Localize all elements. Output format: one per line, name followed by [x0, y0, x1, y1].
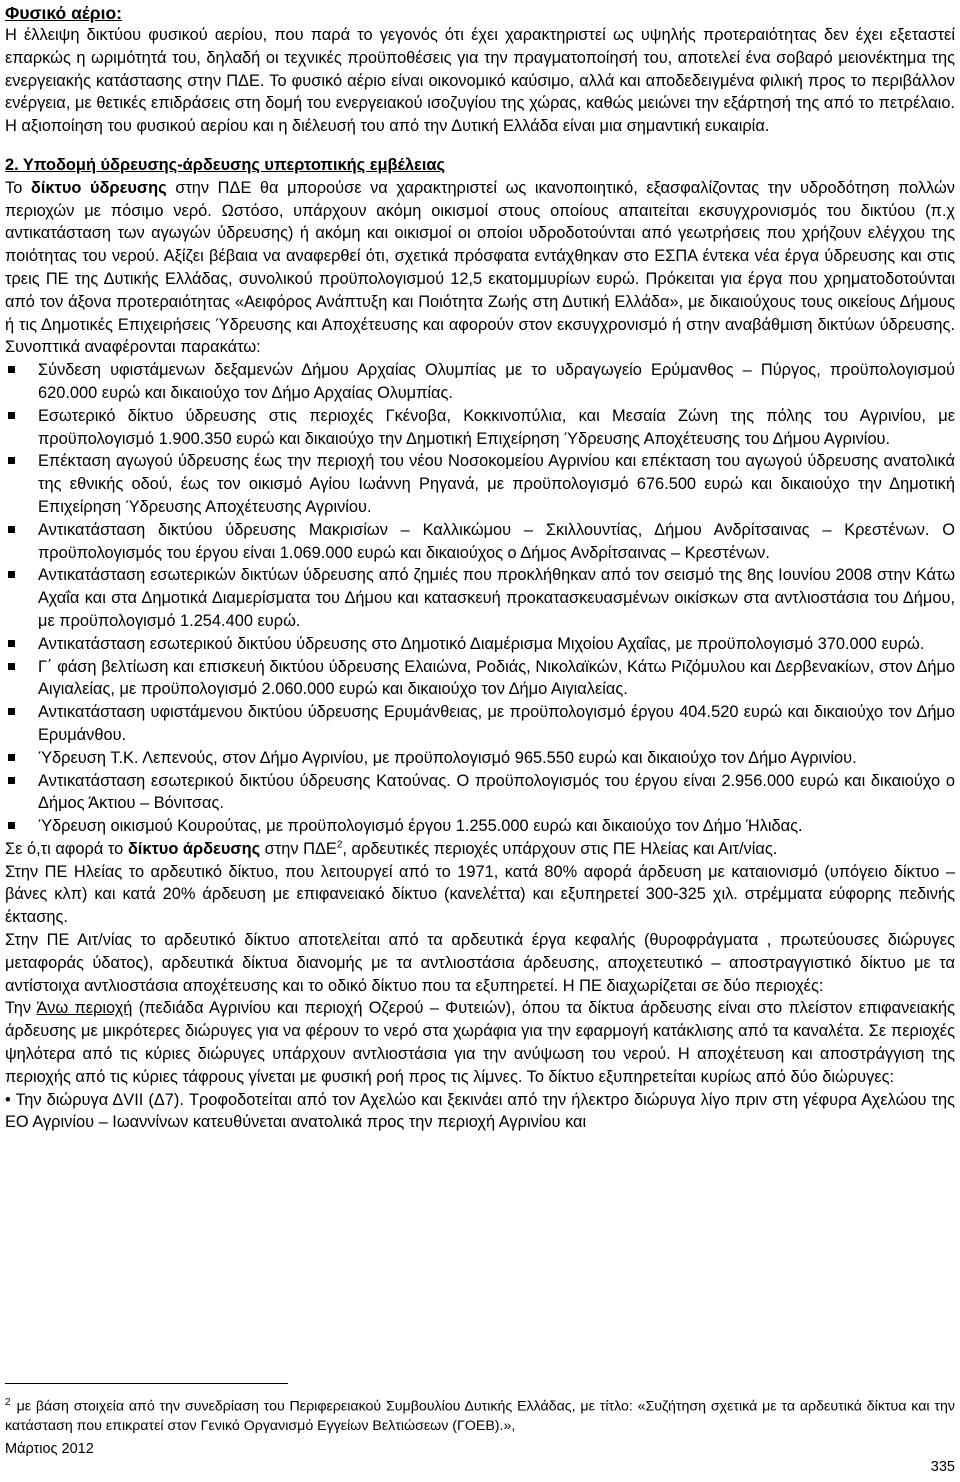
irrigation-intro	[5, 838, 955, 861]
canal-d7-item: • Την διώρυγα ΔVII (Δ7). Τροφοδοτείται από τον Αχελώο και ξεκινάει από την ήλεκτρο διώρυγα λίγο πριν στη γέφυρα Αχελώου της ΕΟ Αγρινίου – Ιωαννίνων κατευθύνεται ανατολικά προς την περιοχή Αγρινίου και	[5, 1090, 955, 1132]
section-gap	[5, 138, 955, 154]
list-item: Γ΄ φάση βελτίωση και επισκευή δικτύου ύδρευσης Ελαιώνα, Ροδιάς, Νικολαϊκών, Κάτω Ριζόμυλου και Δερβενακίων, στον Δήμο Αιγιαλείας, με προϋπολογισμό 2.060.000 ευρώ και δικαιούχο τον Δήμο Αιγιαλείας.	[5, 656, 955, 702]
intro-text-a: Το	[5, 178, 31, 197]
page-number: 335	[930, 1459, 955, 1475]
irrigation-text-b: στην ΠΔΕ	[260, 839, 337, 858]
footnote-ref: 2	[336, 839, 343, 851]
list-item: Αντικατάσταση εσωτερικού δικτύου ύδρευσης στο Δημοτικό Διαμέρισμα Μιχοίου Αχαΐας, με προϋπολογισμό 370.000 ευρώ.	[5, 633, 955, 656]
intro-text-c: Ωστόσο, υπάρχουν ακόμη οικισμοί στους οποίους απαιτείται εκσυγχρονισμός του δικτύου (π.χ αντικατάσταση των αγωγών ύδρευσης) ή ακόμη και οικισμοί οι οποίοι υδροδοτούνται από γεωτρήσεις που χρήζουν ελέγχου της ποιότητας του νερού. Αξίζει βέβαια να αναφερθεί ότι, σχετικά πρόσφατα εντάχθηκαν στο ΕΣΠΑ έντεκα νέα έργα ύδρευσης και στις τρεις ΠΕ της Δυτικής Ελλάδας, συνολικού προϋπολογισμού 12,5 εκατομμυρίων ευρώ. Πρόκειται για έργα που χρηματοδοτούνται από τον άξονα προτεραιότητας «Αειφόρος Ανάπτυξη και Ποιότητα Ζωής στη Δυτική Ελλάδα», με δικαιούχους τους οικείους Δήμους ή τις Δημοτικές Επιχειρήσεις Ύδρευσης και Αποχέτευσης και αφορούν στον εκσυγχρονισμό ή στην αναβάθμιση δικτύων ύδρευσης. Συνοπτικά αναφέρονται παρακάτω:	[5, 201, 956, 357]
water-network-term: δίκτυο ύδρευσης	[30, 178, 167, 197]
section-title: 2. Υποδομή ύδρευσης-άρδευσης υπερτοπικής εμβέλειας	[5, 155, 445, 174]
footnote-text: με βάση στοιχεία από την συνεδρίαση του Περιφερειακού Συμβουλίου Δυτικής Ελλάδας, με τίτλο: «Συζήτηση σχετικά με τα αρδευτικά δίκτυα και την κατάσταση που επικρατεί στον Γενικό Οργανισμό Εγγείων Βελτιώσεων (ΓΟΕΒ).»,	[5, 1398, 955, 1434]
list-item: Ύδρευση οικισμού Κουρούτας, με προϋπολογισμό έργου 1.255.000 ευρώ και δικαιούχο τον Δήμο Ήλιδας.	[5, 815, 955, 838]
footnote	[5, 1393, 955, 1436]
footnote-number: 2	[5, 1397, 11, 1408]
upper-area-term: Άνω περιοχή	[36, 999, 133, 1018]
water-projects-list	[5, 359, 955, 838]
document-page	[5, 0, 955, 1134]
natural-gas-heading: Φυσικό αέριο:	[5, 3, 122, 23]
water-intro-paragraph	[5, 154, 955, 359]
list-item: Σύνδεση υφιστάμενων δεξαμενών Δήμου Αρχαίας Ολυμπίας με το υδραγωγείο Ερύμανθος – Πύργος, προϋπολογισμού 620.000 ευρώ και δικαιούχο τον Δήμο Αρχαίας Ολυμπίας.	[5, 359, 955, 405]
gas-text-2: Το φυσικό αέριο είναι οικονομικό καύσιμο, αλλά και αποδεδειγμένα φιλική προς το περιβάλλον ενέργεια, με θετικές επιδράσεις στη δομή του ενεργειακού ισοζυγίου της χώρας, καθώς μειώνει την εξάρτησή της από το πετρέλαιο. Η αξιοποίηση του φυσικού αερίου και η διέλευσή του από την Δυτική Ελλάδα είναι μια σημαντική ευκαιρία.	[5, 71, 956, 136]
upper-area-text-b: (πεδιάδα Αγρινίου και περιοχή Οζερού – Φυτειών), όπου τα δίκτυα άρδευσης είναι στο πλείστον επιφανειακής άρδευσης με μικρότερες διώρυγες για να φέρουν το νερό στα χωράφια για την εφαρμογή κατάκλισης από τα καναλέτα. Σε περιοχές ψηλότερα από τις κύριες διώρυγες υπάρχουν αντλιοστάσια για την ανύψωση του νερού. Η αποχέτευση και αποστράγγιση της περιοχής από τις κύριες τάφρους γίνεται με φυσική ροή προς τις λίμνες. Το δίκτυο εξυπηρετείται κυρίως από δύο διώρυγες:	[5, 999, 955, 1086]
footnote-separator	[5, 1383, 288, 1384]
list-item: Ύδρευση Τ.Κ. Λεπενούς, στον Δήμο Αγρινίου, με προϋπολογισμό 965.550 ευρώ και δικαιούχο τον Δήμο Αγρινίου.	[5, 747, 955, 770]
irrigation-text-c: , αρδευτικές περιοχές υπάρχουν στις ΠΕ Ηλείας και Αιτ/νίας.	[342, 839, 778, 858]
upper-area-paragraph	[5, 997, 955, 1088]
ilia-paragraph: Στην ΠΕ Ηλείας το αρδευτικό δίκτυο, που λειτουργεί από το 1971, κατά 80% αφορά άρδευση με καταιονισμό (υπόγειο δίκτυο – βάνες κλπ) και κατά 20% άρδευση με επιφανειακό δίκτυο (κανελέττα) και εξυπηρετεί 300-325 χιλ. στρέμματα εύφορης πεδινής έκτασης.	[5, 862, 955, 927]
upper-area-text-a: Την	[5, 999, 37, 1018]
irrigation-network-term: δίκτυο άρδευσης	[127, 839, 261, 858]
list-item: Αντικατάσταση εσωτερικού δικτύου ύδρευσης Κατούνας. Ο προϋπολογισμός του έργου είναι 2.956.000 ευρώ και δικαιούχο ο Δήμος Άκτιου – Βόνιτσας.	[5, 770, 955, 816]
aitoloakarnania-paragraph: Στην ΠΕ Αιτ/νίας το αρδευτικό δίκτυο αποτελείται από τα αρδευτικά έργα κεφαλής (θυροφράγματα , πρωτεύουσες διώρυγες μεταφοράς ύδατος), αρδευτικά δίκτυα διανομής με τα αντλιοστάσια άρδευσης, αποχετευτικό – αποστραγγιστικό δίκτυο με τα αντίστοιχα αντλιοστάσια αποχέτευσης και το οδικό δίκτυο που τα εξυπηρετεί. Η ΠΕ διαχωρίζεται σε δύο περιοχές:	[5, 931, 955, 995]
list-item: Αντικατάσταση δικτύου ύδρευσης Μακρισίων – Καλλικώμου – Σκιλλουντίας, Δήμου Ανδρίτσαινας – Κρεστένων. Ο προϋπολογισμός του έργου είναι 1.069.000 ευρώ και δικαιούχος ο Δήμος Ανδρίτσαινας – Κρεστένων.	[5, 519, 955, 565]
footer-date: Μάρτιος 2012	[5, 1441, 94, 1457]
list-item: Εσωτερικό δίκτυο ύδρευσης στις περιοχές Γκένοβα, Κοκκινοπύλια, και Μεσαία Ζώνη της πόλης του Αγρινίου, με προϋπολογισμό 1.900.350 ευρώ και δικαιούχο την Δημοτική Επιχείρηση Ύδρευσης Αποχέτευσης του Δήμου Αγρινίου.	[5, 405, 955, 451]
gas-text-1: Η έλλειψη δικτύου φυσικού αερίου, που παρά το γεγονός ότι έχει χαρακτηριστεί ως υψηλής προτεραιότητας δεν έχει εξεταστεί επαρκώς η ωριμότητά του, δηλαδή οι τεχνικές προϋποθέσεις για την πραγματοποίησή του, αποτελεί ένα σοβαρό μειονέκτημα της ενεργειακής κατάστασης στην ΠΔΕ.	[5, 26, 955, 90]
list-item: Αντικατάσταση εσωτερικών δικτύων ύδρευσης από ζημιές που προκλήθηκαν από τον σεισμό της 8ης Ιουνίου 2008 στην Κάτω Αχαΐα και στα Δημοτικά Διαμερίσματα του Δήμου και κατασκευή προκατασκευασμένων οικίσκων στα αντλιοστάσια του Δήμου, με προϋπολογισμό 1.254.400 ευρώ.	[5, 564, 955, 632]
list-item: Επέκταση αγωγού ύδρευσης έως την περιοχή του νέου Νοσοκομείου Αγρινίου και επέκταση του αγωγού ύδρευσης ανατολικά της εθνικής οδού, έως τον οικισμό Αγίου Ιωάννη Ρηγανά, με προϋπολογισμό 676.500 ευρώ και δικαιούχο την Δημοτική Επιχείρηση Ύδρευσης Αποχέτευσης Αγρινίου.	[5, 450, 955, 518]
natural-gas-paragraph	[5, 24, 955, 138]
irrigation-text-a: Σε ό,τι αφορά το	[5, 839, 128, 858]
list-item: Αντικατάσταση υφιστάμενου δικτύου ύδρευσης Ερυμάνθειας, με προϋπολογισμό έργου 404.520 ευρώ και δικαιούχο τον Δήμο Ερυμάνθου.	[5, 701, 955, 747]
intro-text-b: στην ΠΔΕ θα μπορούσε να χαρακτηριστεί ως ικανοποιητικό, εξασφαλίζοντας την υδροδότηση πολλών περιοχών με πόσιμο νερό.	[5, 178, 955, 220]
